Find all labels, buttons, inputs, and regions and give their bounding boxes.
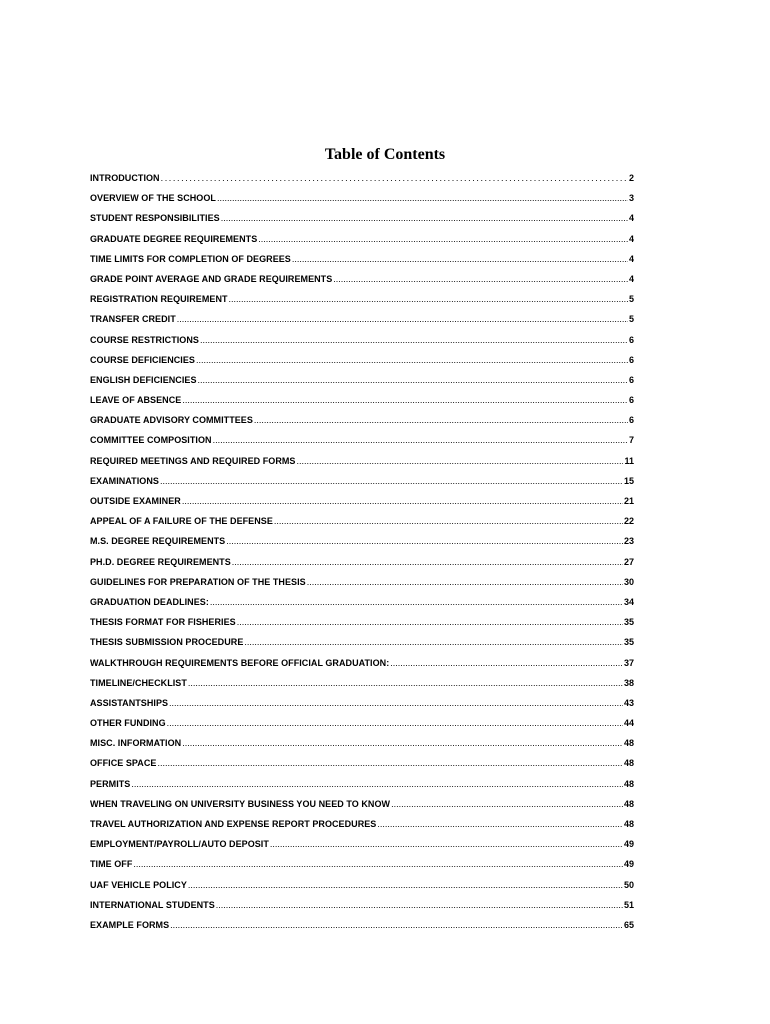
toc-entry-label: UAF VEHICLE POLICY xyxy=(90,879,187,890)
toc-dot-leader xyxy=(188,673,623,693)
toc-entry[interactable] xyxy=(90,309,634,329)
toc-entry-page-number: 7 xyxy=(628,435,634,446)
toc-entry-page-number: 49 xyxy=(623,859,634,870)
toc-entry-page-number: 27 xyxy=(623,556,634,567)
toc-dot-leader xyxy=(333,269,628,289)
toc-entry-label: EXAMINATIONS xyxy=(90,475,159,486)
toc-entry[interactable] xyxy=(90,713,634,733)
toc-list xyxy=(90,168,634,935)
toc-dot-leader xyxy=(182,491,623,511)
toc-entry-page-number: 48 xyxy=(623,819,634,829)
toc-entry-label: TIME LIMITS FOR COMPLETION OF DEGREES xyxy=(90,253,291,264)
toc-dot-leader xyxy=(390,653,623,673)
toc-entry-label: STUDENT RESPONSIBILITIES xyxy=(90,213,220,224)
toc-entry-page-number: 35 xyxy=(623,637,634,648)
toc-entry-label: GRADUATE ADVISORY COMMITTEES xyxy=(90,415,253,426)
toc-entry-label: INTERNATIONAL STUDENTS xyxy=(90,899,215,910)
toc-entry-label: GRADUATION DEADLINES: xyxy=(90,596,209,607)
toc-entry-page-number: 4 xyxy=(628,253,634,264)
toc-entry[interactable] xyxy=(90,430,634,450)
toc-entry-label: TRAVEL AUTHORIZATION AND EXPENSE REPORT PROCEDURES xyxy=(90,819,377,829)
toc-dot-leader xyxy=(133,854,623,874)
toc-entry-page-number: 37 xyxy=(623,657,634,668)
toc-entry-label: REQUIRED MEETINGS AND REQUIRED FORMS xyxy=(90,455,296,466)
toc-dot-leader xyxy=(160,471,623,491)
toc-dot-leader xyxy=(377,814,623,834)
toc-entry-label: COMMITTEE COMPOSITION xyxy=(90,435,212,446)
toc-dot-leader xyxy=(307,572,623,592)
toc-dot-leader xyxy=(131,774,623,794)
toc-entry-label: TIME OFF xyxy=(90,859,133,870)
toc-entry[interactable] xyxy=(90,733,634,753)
toc-dot-leader xyxy=(170,915,623,935)
toc-dot-leader xyxy=(237,612,623,632)
toc-entry-label: OTHER FUNDING xyxy=(90,718,166,729)
toc-dot-leader xyxy=(391,794,623,814)
toc-entry[interactable] xyxy=(90,915,634,935)
toc-dot-leader xyxy=(210,592,623,612)
toc-entry[interactable] xyxy=(90,289,634,309)
toc-dot-leader xyxy=(296,451,623,471)
toc-dot-leader xyxy=(182,390,628,410)
toc-entry-page-number: 3 xyxy=(628,193,634,204)
toc-entry-page-number: 5 xyxy=(628,314,634,325)
toc-entry-label: PH.D. DEGREE REQUIREMENTS xyxy=(90,556,231,567)
toc-entry[interactable] xyxy=(90,552,634,572)
toc-entry-page-number: 6 xyxy=(628,374,634,385)
toc-entry[interactable] xyxy=(90,632,634,652)
toc-entry-label: LEAVE OF ABSENCE xyxy=(90,395,182,406)
toc-entry[interactable] xyxy=(90,693,634,713)
toc-entry[interactable] xyxy=(90,370,634,390)
toc-entry-page-number: 48 xyxy=(623,758,634,769)
toc-entry[interactable] xyxy=(90,592,634,612)
toc-entry-label: OVERVIEW OF THE SCHOOL xyxy=(90,193,216,204)
toc-entry[interactable] xyxy=(90,269,634,289)
toc-entry[interactable] xyxy=(90,330,634,350)
toc-entry-page-number: 65 xyxy=(623,919,634,930)
toc-entry-page-number: 23 xyxy=(623,536,634,547)
toc-entry-page-number: 44 xyxy=(623,718,634,729)
toc-entry-page-number: 30 xyxy=(623,576,634,587)
toc-entry-page-number: 50 xyxy=(623,879,634,890)
toc-entry[interactable] xyxy=(90,229,634,249)
toc-dot-leader xyxy=(182,733,623,753)
toc-entry-label: OUTSIDE EXAMINER xyxy=(90,496,181,506)
toc-entry[interactable] xyxy=(90,511,634,531)
toc-entry[interactable] xyxy=(90,673,634,693)
toc-dot-leader xyxy=(244,632,623,652)
toc-dot-leader xyxy=(198,370,628,390)
toc-dot-leader xyxy=(157,753,623,773)
toc-entry[interactable] xyxy=(90,188,634,208)
toc-entry-page-number: 15 xyxy=(623,475,634,486)
toc-entry-page-number: 49 xyxy=(623,839,634,850)
toc-entry-label: INTRODUCTION xyxy=(90,173,160,183)
toc-entry-page-number: 35 xyxy=(623,617,634,628)
toc-entry-page-number: 2 xyxy=(628,173,634,183)
toc-entry[interactable] xyxy=(90,854,634,874)
toc-dot-leader xyxy=(221,208,628,228)
toc-dot-leader xyxy=(216,895,623,915)
toc-entry[interactable] xyxy=(90,451,634,471)
toc-dot-leader xyxy=(258,229,628,249)
toc-entry[interactable] xyxy=(90,249,634,269)
toc-entry-label: TIMELINE/CHECKLIST xyxy=(90,677,187,688)
toc-entry-page-number: 34 xyxy=(623,596,634,607)
toc-entry-label: WALKTHROUGH REQUIREMENTS BEFORE OFFICIAL GRADUATION: xyxy=(90,657,390,668)
toc-title: Table of Contents xyxy=(324,146,446,163)
toc-dot-leader xyxy=(200,330,628,350)
toc-entry-label: OFFICE SPACE xyxy=(90,758,157,769)
toc-dot-leader xyxy=(188,875,623,895)
toc-entry-label: ENGLISH DEFICIENCIES xyxy=(90,374,197,385)
toc-entry[interactable] xyxy=(90,491,634,511)
toc-dot-leader xyxy=(270,834,623,854)
toc-entry[interactable] xyxy=(90,794,634,814)
toc-entry-page-number: 51 xyxy=(623,899,634,910)
toc-entry[interactable] xyxy=(90,834,634,854)
toc-entry-page-number: 21 xyxy=(623,496,634,506)
toc-dot-leader xyxy=(213,430,628,450)
toc-dot-leader xyxy=(217,188,628,208)
toc-entry-page-number: 4 xyxy=(628,213,634,224)
toc-entry[interactable] xyxy=(90,531,634,551)
toc-entry-page-number: 4 xyxy=(628,233,634,244)
toc-entry-label: EXAMPLE FORMS xyxy=(90,919,170,930)
toc-entry-label: ASSISTANTSHIPS xyxy=(90,697,169,708)
toc-entry-label: PERMITS xyxy=(90,778,131,789)
toc-entry-label: MISC. INFORMATION xyxy=(90,738,182,749)
toc-entry[interactable] xyxy=(90,572,634,592)
toc-dot-leader xyxy=(196,350,628,370)
toc-entry-page-number: 48 xyxy=(623,798,634,809)
toc-entry-label: WHEN TRAVELING ON UNIVERSITY BUSINESS YOU NEED TO KNOW xyxy=(90,798,391,809)
toc-entry[interactable] xyxy=(90,774,634,794)
toc-dot-leader xyxy=(292,249,628,269)
toc-entry-label: COURSE DEFICIENCIES xyxy=(90,354,195,365)
toc-dot-leader xyxy=(232,552,623,572)
toc-entry-page-number: 38 xyxy=(623,677,634,688)
toc-entry-page-number: 48 xyxy=(623,778,634,789)
toc-entry-label: COURSE RESTRICTIONS xyxy=(90,334,199,345)
toc-entry-page-number: 4 xyxy=(628,273,634,284)
toc-entry[interactable] xyxy=(90,208,634,228)
toc-entry-page-number: 6 xyxy=(628,334,634,345)
toc-entry-page-number: 11 xyxy=(624,455,634,466)
toc-entry-label: TRANSFER CREDIT xyxy=(90,314,176,325)
toc-entry-label: THESIS FORMAT FOR FISHERIES xyxy=(90,617,236,628)
toc-entry[interactable] xyxy=(90,814,634,834)
toc-entry-label: EMPLOYMENT/PAYROLL/AUTO DEPOSIT xyxy=(90,839,269,850)
toc-entry-label: GUIDELINES FOR PREPARATION OF THE THESIS xyxy=(90,576,306,587)
toc-dot-leader xyxy=(229,289,628,309)
toc-entry[interactable] xyxy=(90,653,634,673)
toc-dot-leader xyxy=(167,713,623,733)
toc-entry[interactable] xyxy=(90,390,634,410)
toc-entry-label: GRADE POINT AVERAGE AND GRADE REQUIREMENTS xyxy=(90,273,333,284)
toc-entry[interactable] xyxy=(90,410,634,430)
toc-entry-label: GRADUATE DEGREE REQUIREMENTS xyxy=(90,233,258,244)
toc-entry[interactable] xyxy=(90,753,634,773)
toc-entry-page-number: 48 xyxy=(623,738,634,749)
toc-entry-label: REGISTRATION REQUIREMENT xyxy=(90,294,228,305)
toc-dot-leader xyxy=(254,410,628,430)
toc-entry[interactable] xyxy=(90,612,634,632)
toc-entry-label: THESIS SUBMISSION PROCEDURE xyxy=(90,637,244,648)
toc-entry-page-number: 43 xyxy=(623,697,634,708)
toc-entry[interactable] xyxy=(90,875,634,895)
toc-entry-page-number: 5 xyxy=(628,294,634,305)
toc-dot-leader xyxy=(274,511,623,531)
toc-dot-leader xyxy=(161,168,628,188)
toc-entry[interactable] xyxy=(90,168,634,188)
toc-dot-leader xyxy=(169,693,623,713)
toc-entry-page-number: 6 xyxy=(628,354,634,365)
toc-entry-page-number: 22 xyxy=(623,516,634,527)
toc-entry-label: APPEAL OF A FAILURE OF THE DEFENSE xyxy=(90,516,273,527)
toc-entry-label: M.S. DEGREE REQUIREMENTS xyxy=(90,536,226,547)
toc-entry[interactable] xyxy=(90,350,634,370)
toc-entry-page-number: 6 xyxy=(628,415,634,426)
toc-dot-leader xyxy=(226,531,623,551)
toc-dot-leader xyxy=(177,309,628,329)
toc-entry-page-number: 6 xyxy=(628,395,634,406)
toc-entry[interactable] xyxy=(90,895,634,915)
toc-entry[interactable] xyxy=(90,471,634,491)
